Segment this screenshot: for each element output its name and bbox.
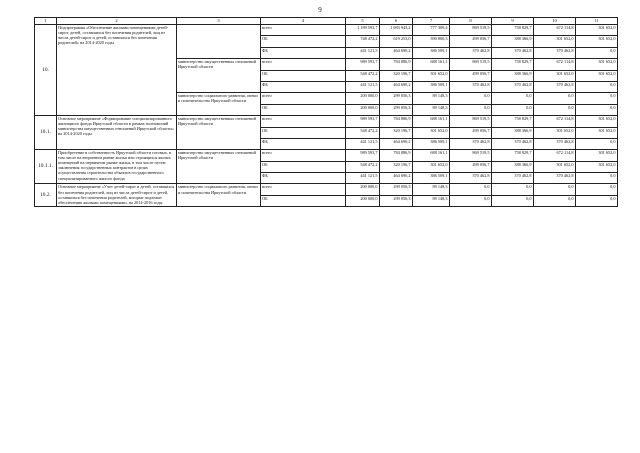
amount-cell: 0,0 [450,104,492,115]
funding-source-cell: ФБ [261,173,346,184]
column-number-header: 9 [492,18,534,25]
amount-cell: 200 000,0 [346,93,380,104]
amount-cell: 464 690,2 [380,47,413,58]
amount-cell: 89 148,3 [413,93,450,104]
amount-cell: 0,0 [492,184,534,195]
column-number-header: 10 [534,18,576,25]
column-number-header: 4 [261,18,346,25]
funding-source-cell: всего [261,150,346,161]
table-row [35,25,618,36]
amount-cell: 200 000,0 [346,104,380,115]
amount-cell: 784 886,9 [380,59,413,70]
amount-cell: 464 690,2 [380,173,413,184]
amount-cell: 1 083 943,2 [380,25,413,36]
funding-source-cell: всего [261,184,346,195]
budget-table-body [35,18,618,207]
budget-table [34,17,618,207]
amount-cell: 777 309,4 [413,25,450,36]
funding-source-cell: ОБ [261,161,346,172]
amount-cell: 301 652,0 [534,161,576,172]
column-number-header: 8 [450,18,492,25]
amount-cell: 320 196,7 [380,70,413,81]
funding-source-cell: ОБ [261,104,346,115]
section-number-cell: 10. [35,25,57,116]
amount-cell: 784 886,9 [380,116,413,127]
amount-cell: 370 462,8 [492,81,534,92]
amount-cell: 370 462,8 [534,173,576,184]
amount-cell: 370 462,8 [492,47,534,58]
amount-cell: 672 114,8 [534,59,576,70]
amount-cell: 748 472,2 [346,36,380,47]
amount-cell: 688 161,1 [413,116,450,127]
funding-source-cell: ОБ [261,127,346,138]
amount-cell: 499 056,7 [450,36,492,47]
executor-cell: министерство социального развития, опеки и попечительства Иркутской области [177,184,261,207]
amount-cell: 869 519,5 [450,116,492,127]
funding-source-cell: ФБ [261,47,346,58]
amount-cell: 386 509,1 [413,173,450,184]
amount-cell: 386 509,1 [413,81,450,92]
amount-cell: 301 652,0 [413,70,450,81]
amount-cell: 301 652,0 [534,127,576,138]
amount-cell: 0,0 [576,195,618,206]
amount-cell: 688 161,1 [413,59,450,70]
table-row [35,150,618,161]
amount-cell: 370 462,8 [450,47,492,58]
amount-cell: 301 652,0 [534,70,576,81]
amount-cell: 0,0 [534,195,576,206]
amount-cell: 89 148,3 [413,195,450,206]
amount-cell: 390 800,3 [413,36,450,47]
column-number-header: 5 [346,18,380,25]
table-row [35,184,618,195]
amount-cell: 388 366,9 [492,127,534,138]
section-name-cell: Основное мероприятие «Формирование специализированного жилищного фонда Иркутской области в рамках полномочий министерства имущественных отношений Иркутской области» на 2014-2020 годы [57,116,177,150]
funding-source-cell: ОБ [261,70,346,81]
amount-cell: 0,0 [450,184,492,195]
amount-cell: 989 593,7 [346,116,380,127]
amount-cell: 0,0 [576,81,618,92]
amount-cell: 0,0 [450,93,492,104]
amount-cell: 299 056,3 [380,93,413,104]
executor-cell: министерство имущественных отношений Иркутской области [177,150,261,184]
amount-cell: 89 148,3 [413,184,450,195]
funding-source-cell: ФБ [261,81,346,92]
executor-cell: министерство имущественных отношений Иркутской области [177,59,261,93]
amount-cell: 441 121,5 [346,173,380,184]
amount-cell: 299 056,3 [380,104,413,115]
amount-cell: 0,0 [576,138,618,149]
amount-cell: 301 652,0 [576,127,618,138]
section-name-cell: Приобретение в собственность Иркутской области готовых, в том числе на вторичном рынке жилья или строящихся жилых помещений на первичном рынке жилья, в том числе путем заключения государственных контрактов в целях осуществления строительства объектов государственного специализированного жилого фонда [57,150,177,184]
amount-cell: 370 462,8 [492,173,534,184]
column-number-header: 7 [413,18,450,25]
amount-cell: 386 509,1 [413,138,450,149]
budget-table-container [34,17,617,207]
amount-cell: 301 652,0 [413,161,450,172]
amount-cell: 301 652,0 [576,161,618,172]
table-row [35,116,618,127]
amount-cell: 672 114,8 [534,150,576,161]
amount-cell: 301 652,0 [576,116,618,127]
executor-cell: министерство социального развития, опеки и попечительства Иркутской области [177,93,261,116]
amount-cell: 758 829,7 [492,59,534,70]
amount-cell: 0,0 [576,184,618,195]
amount-cell: 0,0 [450,195,492,206]
column-number-header: 3 [177,18,261,25]
amount-cell: 758 829,7 [492,150,534,161]
funding-source-cell: ФБ [261,138,346,149]
amount-cell: 688 161,1 [413,150,450,161]
amount-cell: 370 462,8 [450,81,492,92]
amount-cell: 548 472,2 [346,70,380,81]
amount-cell: 0,0 [534,104,576,115]
amount-cell: 758 829,7 [492,116,534,127]
amount-cell: 89 148,3 [413,104,450,115]
amount-cell: 0,0 [534,93,576,104]
amount-cell: 301 652,0 [576,36,618,47]
amount-cell: 499 056,7 [450,161,492,172]
funding-source-cell: всего [261,116,346,127]
amount-cell: 989 593,7 [346,150,380,161]
section-name-cell: Подпрограмма «Обеспечение жилыми помещениями детей-сирот, детей, оставшихся без попечения родителей, лиц из числа детей-сирот и детей, оставшихся без попечения родителей» на 2014-2020 годы [57,25,177,116]
page-number: 9 [318,6,322,14]
amount-cell: 784 886,9 [380,150,413,161]
amount-cell: 672 114,8 [534,25,576,36]
amount-cell: 370 462,8 [534,81,576,92]
amount-cell: 386 509,1 [413,47,450,58]
amount-cell: 388 366,9 [492,70,534,81]
funding-source-cell: ОБ [261,36,346,47]
amount-cell: 0,0 [492,93,534,104]
amount-cell: 464 690,2 [380,81,413,92]
amount-cell: 370 462,8 [450,173,492,184]
funding-source-cell: ОБ [261,195,346,206]
amount-cell: 301 652,0 [576,150,618,161]
amount-cell: 441 121,5 [346,138,380,149]
amount-cell: 301 652,0 [534,36,576,47]
amount-cell: 370 462,8 [450,138,492,149]
amount-cell: 370 462,8 [534,138,576,149]
column-number-header: 6 [380,18,413,25]
column-number-header: 2 [57,18,177,25]
amount-cell: 301 652,0 [413,127,450,138]
amount-cell: 869 519,5 [450,150,492,161]
amount-cell: 0,0 [492,104,534,115]
amount-cell: 301 652,0 [576,70,618,81]
amount-cell: 869 519,5 [450,25,492,36]
amount-cell: 0,0 [534,184,576,195]
amount-cell: 370 462,8 [534,47,576,58]
amount-cell: 388 366,9 [492,161,534,172]
amount-cell: 200 000,0 [346,195,380,206]
amount-cell: 1 189 593,7 [346,25,380,36]
amount-cell: 441 121,5 [346,81,380,92]
amount-cell: 441 121,5 [346,47,380,58]
amount-cell: 499 056,7 [450,127,492,138]
amount-cell: 0,0 [576,173,618,184]
amount-cell: 548 472,2 [346,161,380,172]
amount-cell: 301 652,0 [576,59,618,70]
amount-cell: 619 253,0 [380,36,413,47]
section-name-cell: Основное мероприятие «Учет детей-сирот и детей, оставшихся без попечения родителей, лиц из числа детей-сирот и детей, оставшихся без попечения родителей, которые подлежат обеспечению жилыми помещениями» на 2014-2016 годы [57,184,177,207]
amount-cell: 301 652,0 [576,25,618,36]
amount-cell: 299 056,3 [380,184,413,195]
amount-cell: 672 114,8 [534,116,576,127]
amount-cell: 869 519,5 [450,59,492,70]
amount-cell: 0,0 [576,104,618,115]
amount-cell: 758 829,7 [492,25,534,36]
amount-cell: 989 593,7 [346,59,380,70]
executor-cell [177,25,261,59]
column-number-header-row [35,18,618,25]
amount-cell: 499 056,7 [450,70,492,81]
column-number-header: 11 [576,18,618,25]
amount-cell: 464 690,2 [380,138,413,149]
amount-cell: 370 462,8 [492,138,534,149]
amount-cell: 320 196,7 [380,127,413,138]
amount-cell: 388 366,9 [492,36,534,47]
amount-cell: 299 056,3 [380,195,413,206]
column-number-header: 1 [35,18,57,25]
amount-cell: 0,0 [492,195,534,206]
section-number-cell: 10.1.1. [35,150,57,184]
executor-cell: министерство имущественных отношений Иркутской области [177,116,261,150]
amount-cell: 320 196,7 [380,161,413,172]
amount-cell: 0,0 [576,93,618,104]
amount-cell: 0,0 [576,47,618,58]
section-number-cell: 10.1. [35,116,57,150]
funding-source-cell: всего [261,59,346,70]
funding-source-cell: всего [261,25,346,36]
funding-source-cell: всего [261,93,346,104]
amount-cell: 200 000,0 [346,184,380,195]
section-number-cell: 10.2. [35,184,57,207]
amount-cell: 548 472,2 [346,127,380,138]
